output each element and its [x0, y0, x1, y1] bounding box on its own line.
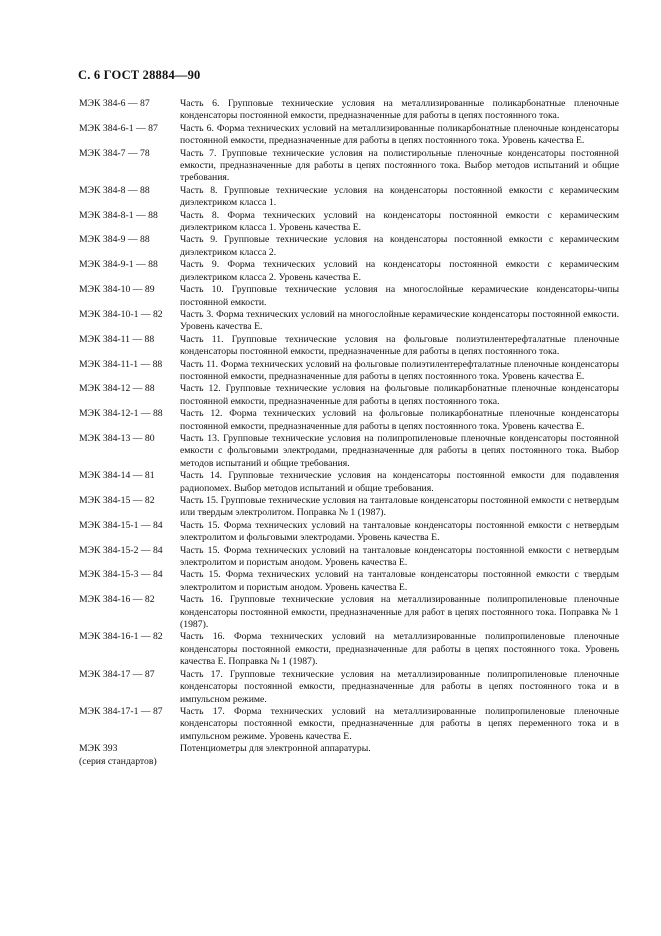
standard-description: Часть 7. Групповые технические условия на полистирольные пленочные конденсаторы постоянной емкости, предназначенные для работы в цепях постоянного тока. Выбор методов испытаний и общие требования. [180, 147, 619, 184]
list-item [79, 98, 619, 123]
standard-code: МЭК 384-11-1 — 88 [79, 358, 163, 370]
standard-code: МЭК 384-8-1 — 88 [79, 209, 158, 221]
standard-code: МЭК 384-6 — 87 [79, 98, 150, 109]
standard-code: МЭК 384-15-2 — 84 [79, 544, 163, 556]
list-item [79, 520, 619, 545]
standard-code: МЭК 384-6-1 — 87 [79, 122, 158, 134]
standard-description: Часть 15. Форма технических условий на танталовые конденсаторы постоянной емкости с твердым электролитом и пористым анодом. Уровень качества Е. [180, 569, 619, 593]
standard-code: МЭК 384-7 — 78 [79, 147, 150, 159]
standard-description: Часть 17. Форма технических условий на металлизированные полипропиленовые пленочные конденсаторы постоянной емкости, предназначенные для работы в цепях переменного тока и в импульсном режиме. Уровень качества Е. [180, 705, 619, 742]
list-item [79, 631, 619, 668]
list-item [79, 359, 619, 384]
list-item [79, 148, 619, 185]
standard-code: МЭК 384-10 — 89 [79, 284, 155, 296]
standard-description: Часть 6. Групповые технические условия на металлизированные поликарбонатные пленочные конденсаторы постоянной емкости, предназначенные для работы в цепях постоянного тока. [180, 98, 619, 122]
standard-code: МЭК 384-15 — 82 [79, 495, 155, 506]
list-item [79, 569, 619, 594]
series-footnote: (серия стандартов) [79, 755, 157, 767]
standard-description: Часть 10. Групповые технические условия на многослойные керамические конденсаторы-чипы постоянной емкости. [180, 284, 619, 308]
standard-code: МЭК 384-17-1 — 87 [79, 705, 163, 717]
standard-code: МЭК 384-16 — 82 [79, 594, 155, 606]
list-item [79, 210, 619, 235]
footnote-row [79, 756, 619, 768]
list-item [79, 433, 619, 470]
list-item [79, 545, 619, 570]
standard-description: Часть 15. Форма технических условий на танталовые конденсаторы постоянной емкости с нетвердым электролитом и фольговыми электродами. Уровень качества Е. [180, 519, 619, 544]
standard-code: МЭК 384-13 — 80 [79, 432, 155, 444]
page-header: С. 6 ГОСТ 28884—90 [78, 68, 201, 82]
standard-code: МЭК 384-12-1 — 88 [79, 408, 163, 420]
standard-code: МЭК 384-15-1 — 84 [79, 519, 163, 531]
list-item [79, 123, 619, 148]
standard-description: Потенциометры для электронной аппаратуры. [180, 743, 371, 755]
list-item [79, 383, 619, 408]
standard-description: Часть 8. Форма технических условий на конденсаторы постоянной емкости с керамическим диэлектриком класса 1. Уровень качества Е. [180, 209, 619, 234]
standard-code: МЭК 384-12 — 88 [79, 383, 155, 395]
list-item [79, 284, 619, 309]
standard-code: МЭК 384-14 — 81 [79, 470, 155, 482]
standard-description: Часть 15. Форма технических условий на танталовые конденсаторы постоянной емкости с нетвердым электролитом и пористым анодом. Уровень качества Е. [180, 544, 619, 569]
standard-code: МЭК 384-9-1 — 88 [79, 259, 158, 271]
list-item [79, 234, 619, 259]
standards-list [79, 98, 619, 768]
standard-code: МЭК 384-10-1 — 82 [79, 308, 163, 320]
standard-code: МЭК 384-16-1 — 82 [79, 631, 163, 643]
list-item [79, 743, 619, 755]
list-item [79, 594, 619, 631]
list-item [79, 669, 619, 706]
standard-description: Часть 6. Форма технических условий на металлизированные поликарбонатные пленочные конденсаторы постоянной емкости, предназначенные для работы в цепях постоянного тока. Уровень качества Е. [180, 122, 619, 147]
standard-code: МЭК 384-9 — 88 [79, 234, 150, 246]
standard-code: МЭК 393 [79, 743, 118, 755]
standard-description: Часть 9. Групповые технические условия на конденсаторы постоянной емкости с керамическим диэлектриком класса 2. [180, 234, 619, 258]
standard-description: Часть 16. Форма технических условий на металлизированные полипропиленовые пленочные конденсаторы постоянной емкости, предназначенные для работы в цепях постоянного тока. Уровень качества Е. Поправка № 1 (1987). [180, 631, 619, 668]
standard-description: Часть 17. Групповые технические условия на металлизированные полипропиленовые пленочные конденсаторы постоянной емкости, предназначенные для работы в цепях постоянного тока и в импульсном режиме. [180, 668, 619, 705]
list-item [79, 470, 619, 495]
standard-description: Часть 8. Групповые технические условия на конденсаторы постоянной емкости с керамическим диэлектриком класса 1. [180, 184, 619, 209]
standard-code: МЭК 384-17 — 87 [79, 668, 155, 680]
standard-code: МЭК 384-15-3 — 84 [79, 569, 163, 581]
standard-description: Часть 3. Форма технических условий на многослойные керамические конденсаторы постоянной емкости. Уровень качества Е. [180, 308, 619, 333]
list-item [79, 408, 619, 433]
list-item [79, 706, 619, 743]
list-item [79, 185, 619, 210]
standard-description: Часть 11. Групповые технические условия на фольговые полиэтилентерефталатные пленочные конденсаторы постоянной емкости, предназначенные для работы в цепях постоянного тока. [180, 333, 619, 358]
standard-description: Часть 13. Групповые технические условия на полипропиленовые пленочные конденсаторы постоянной емкости с фольговыми электродами, предназначенные для работы в цепях постоянного тока. Выбор методов испытаний и общие требования. [180, 432, 619, 469]
list-item [79, 495, 619, 520]
list-item [79, 334, 619, 359]
standard-description: Часть 15. Групповые технические условия на танталовые конденсаторы постоянной емкости с нетвердым или твердым электролитом. Поправка № 1 (1987). [180, 495, 619, 519]
standard-description: Часть 16. Групповые технические условия на металлизированные полипропиленовые пленочные конденсаторы постоянной емкости, предназначенные для работ в цепях постоянного тока. Поправка № 1 (1987). [180, 594, 619, 631]
standard-description: Часть 14. Групповые технические условия на конденсаторы постоянной емкости для подавления радиопомех. Выбор методов испытаний и общие требования. [180, 470, 619, 494]
standard-description: Часть 12. Групповые технические условия на фольговые поликарбонатные пленочные конденсаторы постоянной емкости, предназначенные для работы в цепях постоянного тока. [180, 383, 619, 407]
standard-code: МЭК 384-11 — 88 [79, 333, 155, 345]
standard-description: Часть 12. Форма технических условий на фольговые поликарбонатные пленочные конденсаторы постоянной емкости, предназначенные для работы в цепях постоянного тока. Уровень качества Е. [180, 408, 619, 432]
list-item [79, 309, 619, 334]
standard-description: Часть 9. Форма технических условий на конденсаторы постоянной емкости с керамическим диэлектриком класса 2. Уровень качества Е. [180, 259, 619, 283]
list-item [79, 259, 619, 284]
standard-description: Часть 11. Форма технических условий на фольговые полиэтилентерефталатные пленочные конденсаторы постоянной емкости, предназначенные для работы в цепях постоянного тока. Уровень качества Е. [180, 358, 619, 382]
standard-code: МЭК 384-8 — 88 [79, 184, 150, 196]
